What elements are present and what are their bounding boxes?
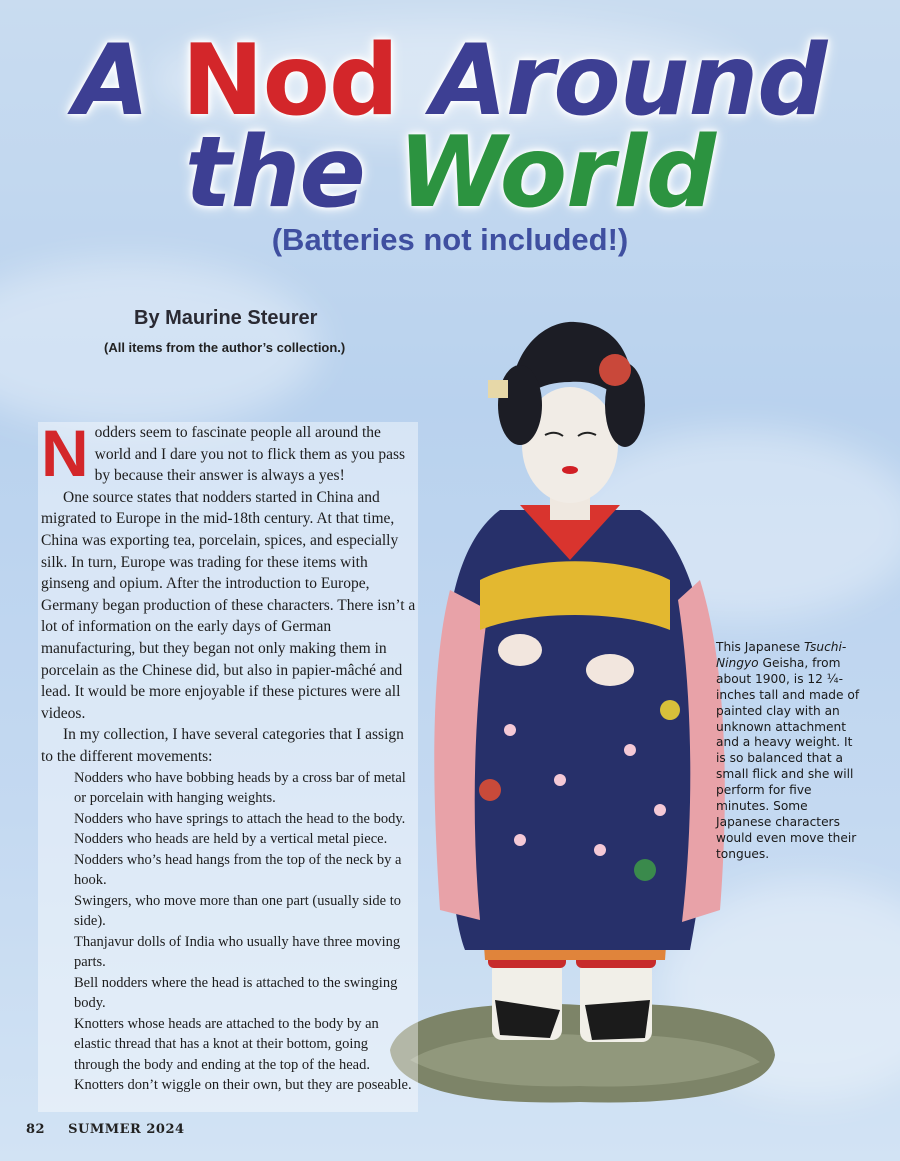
hair-ornament: [599, 354, 631, 386]
page-footer: [26, 1122, 185, 1137]
title-word: Nod: [181, 24, 399, 138]
article-paragraph: One source states that nodders started in China and migrated to Europe in the mid-18th century. At that time, China was exporting tea, porcelain, spices, and especially silk. In turn, Europe was trading for these items with ginseng and opium. After the introduction to Europe, Germany began production of these characters. There isn’t a lot of information on the early days of German manufacturing, but they began not only making them in porcelain as the Chinese did, but also in papier-mâché and lead. It would be more enjoyable if these pictures were all videos.: [41, 488, 416, 722]
title-word: Around: [431, 24, 827, 138]
issue-label: SUMMER 2024: [68, 1122, 185, 1137]
byline: By Maurine Steurer: [134, 307, 318, 329]
caption-text: This Japanese: [716, 640, 804, 654]
subtitle: (Batteries not included!): [271, 222, 629, 257]
caption-italic: Tsuchi-Ningyo: [716, 640, 847, 670]
right-hand: [586, 654, 634, 686]
title-line-2: [0, 116, 900, 230]
list-item: Bell nodders where the head is attached to the swinging body.: [74, 974, 398, 1011]
list-item: Thanjavur dolls of India who usually have three moving parts.: [74, 933, 401, 970]
title-word: the: [184, 116, 365, 230]
drop-cap: N: [41, 416, 89, 490]
paragraph-text: odders seem to fascinate people all around the world and I dare you not to flick them as you pass by because their answer is always a yes!: [94, 424, 406, 485]
list-item: Knotters whose heads are attached to the body by an elastic thread that has a knot at their bottom, going through the body and ending at the top of the head. Knotters don’t wiggle on their own, but they are poseable.: [74, 1015, 412, 1093]
list-item: Nodders who’s head hangs from the top of the neck by a hook.: [74, 851, 402, 888]
credit-note: (All items from the author’s collection.): [104, 340, 346, 355]
title-word: World: [398, 116, 716, 230]
list-item: Nodders who heads are held by a vertical metal piece.: [74, 831, 388, 847]
list-item: Nodders who have bobbing heads by a cross bar of metal or porcelain with hanging weights.: [74, 769, 406, 806]
photo-caption: [716, 640, 864, 863]
page-number: 82: [26, 1122, 46, 1137]
article-body: [38, 416, 418, 1112]
list-item: Nodders who have springs to attach the head to the body.: [74, 810, 406, 827]
article-paragraph: [41, 416, 416, 490]
caption-text: Geisha, from about 1900, is 12 ¼-inches tall and made of painted clay with an unknown attachment and a heavy weight. It is so balanced that a small flick and she will perform for five minutes. Some Japanese characters would even move their tongues.: [716, 655, 860, 861]
title-word: A: [73, 24, 149, 138]
article-paragraph: In my collection, I have several categories that I assign to the different movements:: [41, 726, 404, 765]
movement-categories-list: [41, 768, 416, 1096]
list-item: Swingers, who move more than one part (usually side to side).: [74, 892, 401, 929]
left-hand: [498, 634, 542, 666]
